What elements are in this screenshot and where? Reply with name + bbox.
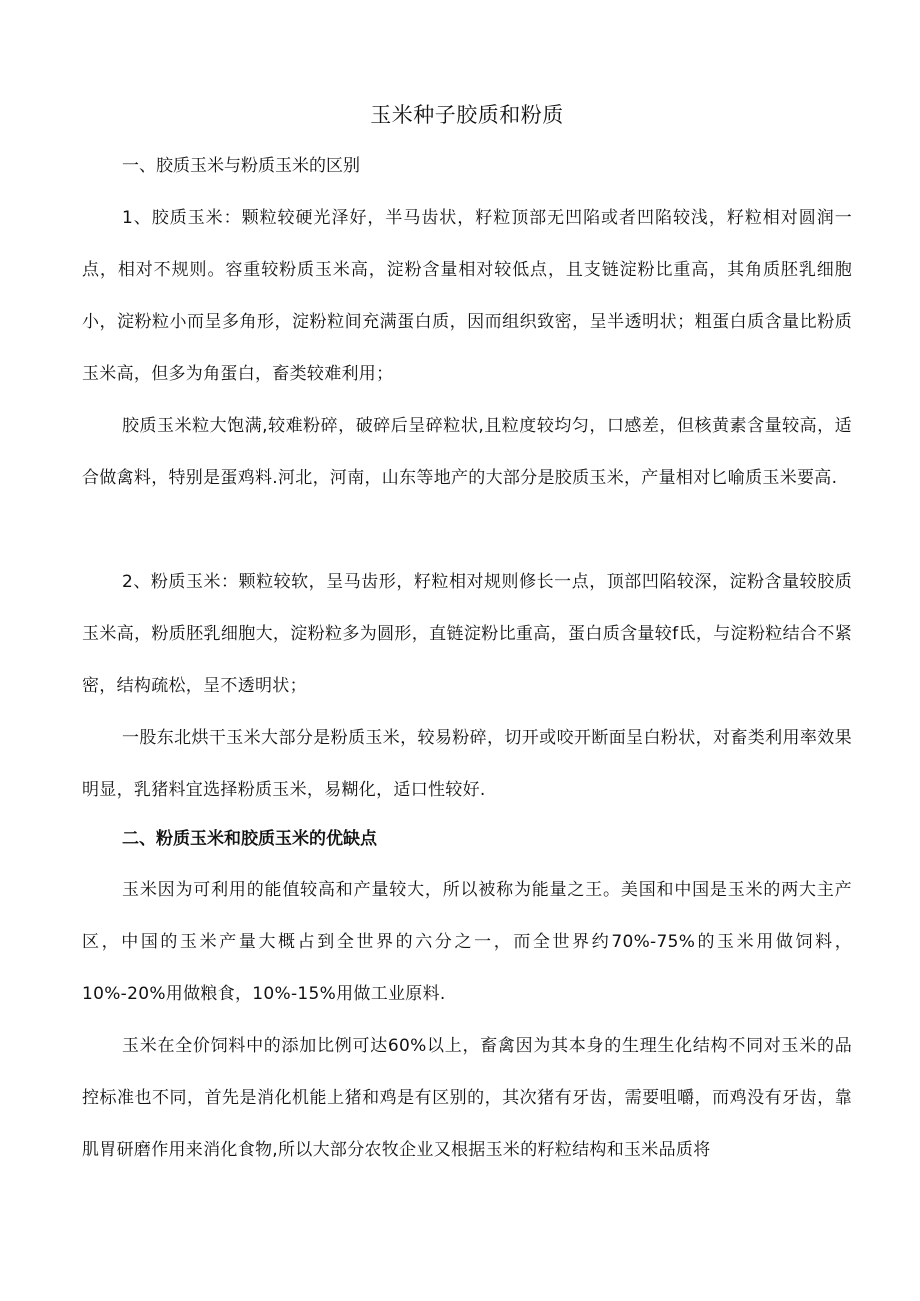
paragraph-corn-energy: 玉米因为可利用的能值较高和产量较大，所以被称为能量之王。美国和中国是玉米的两大主产区，中国的玉米产量大概占到全世界的六分之一，而全世界约70%-75%的玉米用做饲料，10%-20%用做粮食，10%-15%用做工业原料. bbox=[82, 880, 852, 1004]
section-heading-pros-cons: 二、粉质玉米和胶质玉米的优缺点 bbox=[122, 829, 377, 849]
paragraph-vitreous-corn-uses: 胶质玉米粒大饱满,较难粉碎，破碎后呈碎粒状,且粒度较均匀，口感差，但核黄素含量较高，适合做禽料，特别是蛋鸡料.河北，河南，山东等地产的大部分是胶质玉米，产量相对匕喻质玉米要高. bbox=[82, 416, 852, 488]
paragraph-floury-corn-uses: 一股东北烘干玉米大部分是粉质玉米，较易粉碎，切开或咬开断面呈白粉状，对畜类利用率效果明显，乳猪料宜选择粉质玉米，易糊化，适口性较好. bbox=[82, 728, 852, 800]
section-heading-differences: 一、胶质玉米与粉质玉米的区别 bbox=[122, 156, 360, 176]
paragraph-floury-corn: 2、粉质玉米：颗粒较软，呈马齿形，籽粒相对规则修长一点，顶部凹陷较深，淀粉含量较胶质玉米高，粉质胚乳细胞大，淀粉粒多为圆形，直链淀粉比重高，蛋白质含量较f氐，与淀粉粒结合不紧密，结构疏松，呈不透明状； bbox=[82, 572, 852, 696]
paragraph-corn-feed-ratio: 玉米在全价饲料中的添加比例可达60%以上，畜禽因为其本身的生理生化结构不同对玉米的品控标准也不同，首先是消化机能上猪和鸡是有区别的，其次猪有牙齿，需要咀嚼，而鸡没有牙齿，靠肌胃研磨作用来消化食物,所以大部分农牧企业又根据玉米的籽粒结构和玉米品质将 bbox=[82, 1036, 852, 1160]
paragraph-vitreous-corn: 1、胶质玉米：颗粒较硬光泽好，半马齿状，籽粒顶部无凹陷或者凹陷较浅，籽粒相对圆润一点，相对不规则。容重较粉质玉米高，淀粉含量相对较低点，且支链淀粉比重高，其角质胚乳细胞小，淀粉粒小而呈多角形，淀粉粒间充满蛋白质，因而组织致密，呈半透明状；粗蛋白质含量比粉质玉米高，但多为角蛋白，畜类较难利用； bbox=[82, 208, 852, 384]
document-title: 玉米种子胶质和粉质 bbox=[370, 103, 564, 127]
